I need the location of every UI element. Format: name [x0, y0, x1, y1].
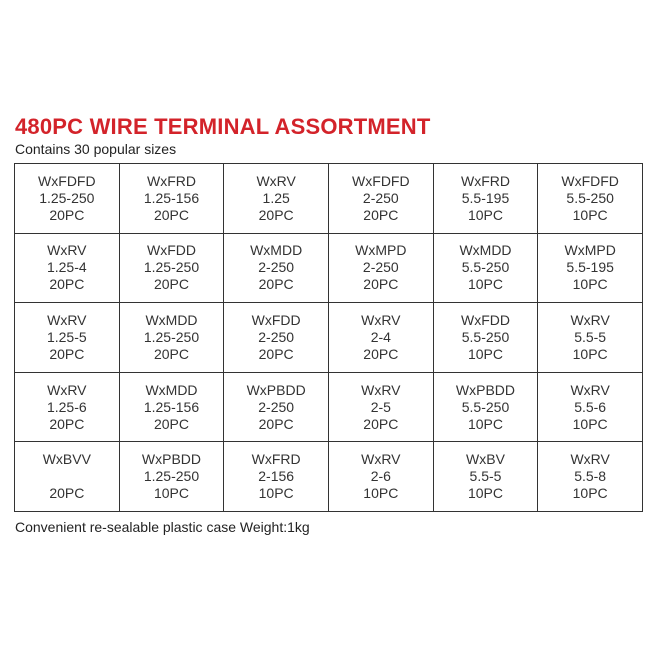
terminal-type: WxRV: [47, 381, 87, 398]
terminal-size: 2-156: [258, 468, 295, 485]
terminal-type: WxFDD: [251, 311, 301, 328]
terminal-cell: [120, 303, 225, 373]
terminal-size: 2-250: [362, 189, 399, 206]
terminal-type: WxMPD: [564, 242, 616, 259]
terminal-qty: 20PC: [153, 415, 189, 432]
terminal-cell: [538, 164, 643, 234]
terminal-qty: 20PC: [258, 415, 294, 432]
terminal-type: WxBV: [466, 451, 505, 468]
terminal-size-grid: [14, 163, 643, 512]
terminal-qty: 10PC: [467, 415, 503, 432]
terminal-cell: [329, 442, 434, 512]
terminal-size: 2-250: [258, 398, 295, 415]
terminal-size: 1.25-250: [143, 468, 200, 485]
terminal-cell: [120, 442, 225, 512]
terminal-size: 1.25-156: [143, 189, 200, 206]
terminal-size: 1.25-250: [143, 259, 200, 276]
terminal-type: WxRV: [570, 451, 610, 468]
terminal-size: 5.5-195: [461, 189, 510, 206]
terminal-qty: 20PC: [49, 276, 85, 293]
terminal-type: WxFRD: [251, 451, 301, 468]
terminal-size: 5.5-250: [461, 259, 510, 276]
terminal-cell: [329, 234, 434, 304]
terminal-type: WxFRD: [460, 172, 510, 189]
terminal-cell: [434, 442, 539, 512]
terminal-size: 5.5-5: [469, 468, 502, 485]
terminal-qty: 10PC: [258, 485, 294, 502]
terminal-cell: [329, 164, 434, 234]
terminal-qty: 20PC: [49, 206, 85, 223]
terminal-type: WxRV: [47, 311, 87, 328]
terminal-cell: [538, 234, 643, 304]
terminal-size: 2-6: [370, 468, 391, 485]
terminal-qty: 10PC: [153, 485, 189, 502]
terminal-type: WxMDD: [145, 311, 198, 328]
terminal-cell: [224, 234, 329, 304]
terminal-size: 5.5-250: [461, 398, 510, 415]
terminal-size: 2-250: [362, 259, 399, 276]
terminal-cell: [15, 442, 120, 512]
terminal-size: 5.5-250: [566, 189, 614, 206]
terminal-qty: 10PC: [467, 206, 503, 223]
terminal-size: 5.5-5: [574, 328, 607, 345]
terminal-cell: [434, 303, 539, 373]
terminal-type: WxRV: [361, 451, 401, 468]
terminal-qty: 10PC: [572, 415, 608, 432]
terminal-cell: [434, 164, 539, 234]
terminal-type: WxRV: [256, 172, 296, 189]
terminal-size: 5.5-195: [566, 259, 614, 276]
terminal-qty: 20PC: [363, 415, 399, 432]
terminal-qty: 10PC: [572, 345, 608, 362]
terminal-cell: [329, 373, 434, 443]
terminal-qty: 10PC: [467, 276, 503, 293]
terminal-type: WxFRD: [146, 172, 196, 189]
terminal-cell: [15, 373, 120, 443]
terminal-qty: 20PC: [363, 276, 399, 293]
terminal-cell: [15, 234, 120, 304]
terminal-size: 1.25-5: [46, 328, 87, 345]
terminal-type: WxFDD: [460, 311, 510, 328]
terminal-type: WxFDFD: [561, 172, 619, 189]
terminal-qty: 10PC: [363, 485, 399, 502]
terminal-qty: 20PC: [258, 276, 294, 293]
terminal-cell: [120, 373, 225, 443]
terminal-type: WxRV: [570, 311, 610, 328]
terminal-qty: 20PC: [363, 206, 399, 223]
terminal-cell: [329, 303, 434, 373]
terminal-type: WxMDD: [145, 381, 198, 398]
terminal-qty: 10PC: [467, 485, 503, 502]
terminal-qty: 10PC: [572, 206, 608, 223]
terminal-type: WxRV: [47, 242, 87, 259]
terminal-size: 2-5: [370, 398, 391, 415]
terminal-cell: [15, 164, 120, 234]
terminal-cell: [538, 373, 643, 443]
terminal-qty: 20PC: [153, 345, 189, 362]
terminal-size: 1.25-6: [46, 398, 87, 415]
terminal-cell: [120, 164, 225, 234]
terminal-size: 2-250: [258, 328, 295, 345]
terminal-size: 1.25-250: [39, 189, 95, 206]
terminal-size: 5.5-250: [461, 328, 510, 345]
terminal-size: 5.5-8: [574, 468, 607, 485]
terminal-cell: [224, 442, 329, 512]
terminal-type: WxMDD: [250, 242, 303, 259]
terminal-cell: [224, 303, 329, 373]
terminal-type: WxFDD: [146, 242, 196, 259]
terminal-cell: [538, 303, 643, 373]
terminal-qty: 20PC: [49, 415, 85, 432]
terminal-type: WxRV: [570, 381, 610, 398]
terminal-type: WxBVV: [42, 451, 91, 468]
terminal-type: WxMDD: [459, 242, 512, 259]
terminal-qty: 20PC: [363, 345, 399, 362]
terminal-size: 1.25-4: [46, 259, 87, 276]
terminal-size: 2-250: [258, 259, 295, 276]
terminal-qty: 20PC: [258, 345, 294, 362]
terminal-size: 2-4: [370, 328, 391, 345]
terminal-cell: [120, 234, 225, 304]
terminal-size: 1.25-250: [143, 328, 200, 345]
terminal-size: 1.25-156: [143, 398, 200, 415]
terminal-qty: 20PC: [153, 276, 189, 293]
terminal-cell: [434, 234, 539, 304]
page-subtitle: Contains 30 popular sizes: [15, 141, 177, 157]
terminal-cell: [538, 442, 643, 512]
terminal-cell: [224, 373, 329, 443]
terminal-type: WxPBDD: [455, 381, 516, 398]
terminal-cell: [224, 164, 329, 234]
terminal-type: WxPBDD: [246, 381, 306, 398]
terminal-size: 5.5-6: [574, 398, 607, 415]
terminal-cell: [15, 303, 120, 373]
terminal-qty: 10PC: [467, 345, 503, 362]
terminal-cell: [434, 373, 539, 443]
terminal-qty: 20PC: [153, 206, 189, 223]
terminal-type: WxFDFD: [352, 172, 410, 189]
page-title: 480PC WIRE TERMINAL ASSORTMENT: [15, 114, 431, 139]
terminal-type: WxRV: [361, 381, 401, 398]
terminal-size: 1.25: [262, 189, 290, 206]
terminal-qty: 20PC: [258, 206, 294, 223]
terminal-type: WxMPD: [355, 242, 407, 259]
terminal-qty: 20PC: [49, 345, 85, 362]
terminal-qty: 10PC: [572, 485, 608, 502]
terminal-type: WxPBDD: [141, 451, 202, 468]
footer-note: Convenient re-sealable plastic case Weight:1kg: [15, 519, 310, 535]
terminal-type: WxFDFD: [38, 172, 96, 189]
terminal-qty: 20PC: [49, 485, 85, 502]
terminal-qty: 10PC: [572, 276, 608, 293]
terminal-type: WxRV: [361, 311, 401, 328]
